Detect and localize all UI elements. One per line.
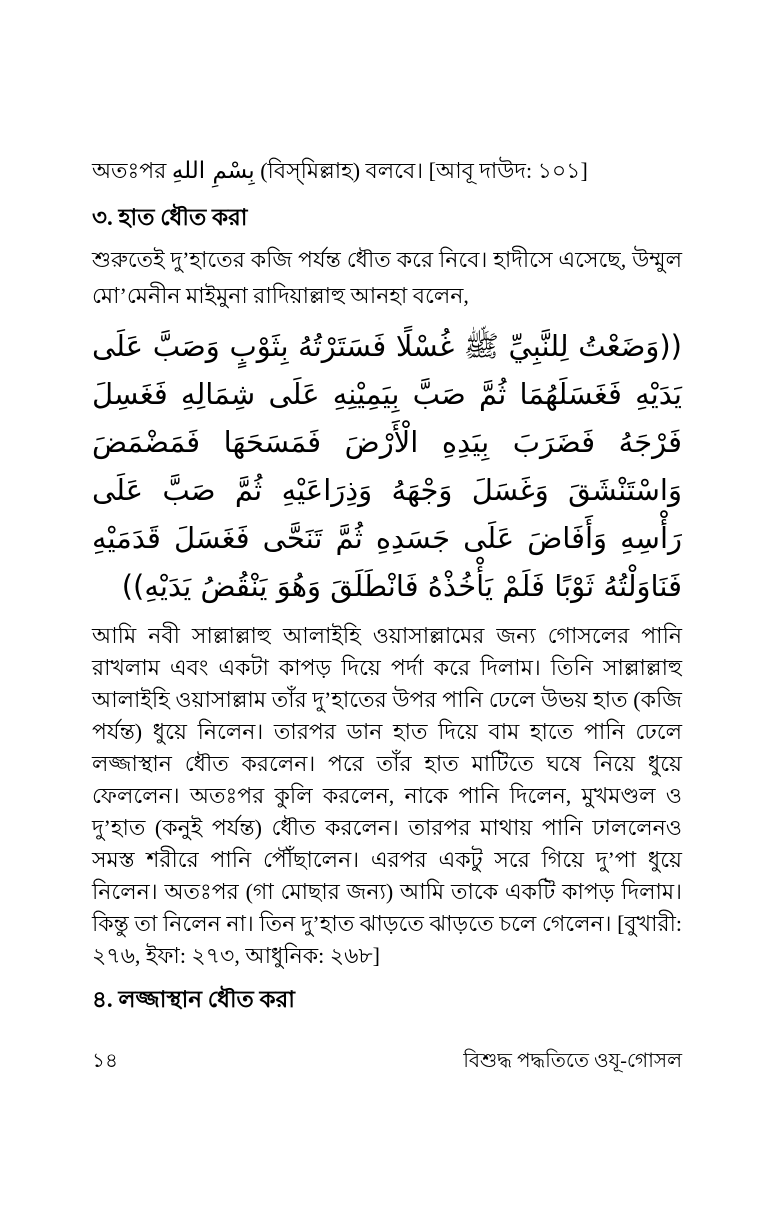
bismillah-arabic-text: بِسْمِ اللهِ [171,158,255,184]
section-4-heading: ৪. লজ্জাস্থান ধৌত করা [92,987,295,1012]
page-number: ১৪ [92,1050,118,1072]
hadith-arabic-quote: ((وَضَعْتُ لِلنَّبِيِّ ﷺ غُسْلًا فَسَتَرْتُهُ بِثَوْبٍ وَصَبَّ عَلَى يَدَيْهِ فَغَسَلَهُمَا ثُمَّ صَبَّ بِيَمِيْنِهِ عَلَى شِمَالِهِ فَغَسِلَ فَرْجَهُ فَضَرَبَ بِيَدِهِ الْأَرْضَ فَمَسَحَهَا فَمَضْمَضَ وَاسْتَنْشَقَ وَغَسَلَ وَجْهَهُ وَذِرَاعَيْهِ ثُمَّ صَبَّ عَلَى رَأْسِهِ وَأَفَاضَ عَلَى جَسَدِهِ ثُمَّ تَنَحَّى فَغَسَلَ قَدَمَيْهِ فَنَاوَلْتُهُ ثَوْبًا فَلَمْ يَأْخُذْهُ فَانْطَلَقَ وَهُوَ يَنْقُضُ يَدَيْهِ)) [92,329,682,603]
hadith-bengali-translation: আমি নবী সাল্লাল্লাহু আলাইহি ওয়াসাল্লামের জন্য গোসলের পানি রাখলাম এবং একটা কাপড় দিয়ে পর্দা করে দিলাম। তিনি সাল্লাল্লাহু আলাইহি ওয়াসাল্লাম তাঁর দু’হাতের উপর পানি ঢেলে উভয় হাত (কজি পর্যন্ত) ধুয়ে নিলেন। তারপর ডান হাত দিয়ে বাম হাতে পানি ঢেলে লজ্জাস্থান ধৌত করলেন। পরে তাঁর হাত মাটিতে ঘষে নিয়ে ধুয়ে ফেললেন। অতঃপর কুলি করলেন, নাকে পানি দিলেন, মুখমণ্ডল ও দু’হাত (কনুই পর্যন্ত) ধৌত করলেন। তারপর মাথায় পানি ঢাললেনও সমস্ত শরীরে পানি পৌঁছালেন। এরপর একটু সরে গিয়ে দু’পা ধুয়ে নিলেন। অতঃপর (গা মোছার জন্য) আমি তাকে একটি কাপড় দিলাম। কিন্তু তা নিলেন না। তিন দু’হাত ঝাড়তে ঝাড়তে চলে গেলেন। [বুখারী: ২৭৬, ইফা: ২৭৩, আধুনিক: ২৬৮] [92,623,682,968]
running-book-title: বিশুদ্ধ পদ্ধতিতে ওযূ-গোসল [463,1050,682,1072]
page-footer [92,1046,682,1079]
intro-text-before: অতঃপর [92,158,167,183]
page-content [92,152,682,1024]
intro-text-after: (বিস্‌মিল্লাহ) বলবে। [আবূ দাউদ: ১০১] [260,158,588,183]
intro-line [92,152,682,190]
section-3-lead-paragraph: শুরুতেই দু’হাতের কজি পর্যন্ত ধৌত করে নিবে। হাদীসে এসেছে, উম্মুল মো’মেনীন মাইমুনা রাদিয়াল্লাহু আনহা বলেন, [92,247,682,308]
section-3-heading: ৩. হাত ধৌত করা [92,205,248,230]
